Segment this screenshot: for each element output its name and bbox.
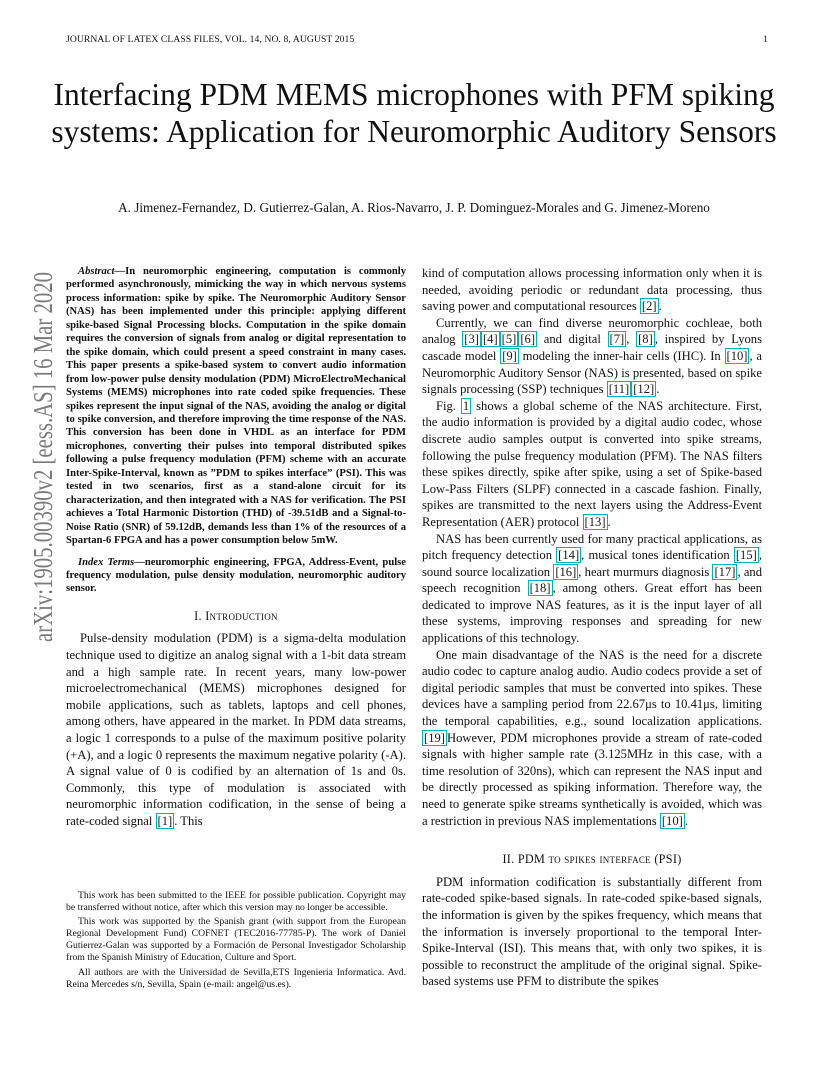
citation-link[interactable]: [19] (424, 730, 445, 745)
citation-link[interactable]: [6] (520, 332, 536, 347)
p4-text-e: , and speech recognition (422, 564, 763, 596)
p5-text-a: One main disadvantage of the NAS is the need for a discrete audio codec to capture analog audio. Audio codecs provide a set of digital periodic samples that must be converted into spikes. These devices have a sampling period from 22.67μs to 10.41μs, limiting the temporal capabilities, e.g., sound localization applications. (422, 647, 762, 729)
citation-link[interactable]: [13] (584, 514, 606, 529)
intro-p1-text: Pulse-density modulation (PDM) is a sigma-delta modulation technique used to digitize an analog signal with a 1-bit data stream and a high sample rate. In recent years, many low-power microelectromechanical (MEMS) microphones designed for mobile applications, such as tablets, laptops and cell phones, among others, have appeared in the market. In PDM data streams, a logic 1 corresponds to a pulse of the maximum positive polarity (+A), and a logic 0 represents the maximum negative polarity (-A). A signal value of 0 is codified by an alternation of 1s and 0s. Commonly, this type of modulation is associated with neuromorphic information codification, in the sense of being a rate-coded signal (66, 631, 406, 828)
citation-link[interactable]: [17] (714, 564, 736, 579)
arxiv-identifier (6, 270, 70, 642)
citation-link[interactable]: [7] (609, 332, 625, 347)
footnote-affiliation: All authors are with the Universidad de Sevilla,ETS Ingenieria Informatica. Avd. Reina Mercedes s/n, Sevilla, Spain (e-mail: angel@us.es). (66, 966, 406, 990)
journal-name: JOURNAL OF LATEX CLASS FILES, VOL. 14, NO. 8, AUGUST 2015 (66, 34, 355, 45)
abstract (66, 265, 406, 548)
citation-link[interactable]: [8] (638, 332, 653, 347)
intro-p1-end: . This (174, 814, 203, 828)
arxiv-identifier-svg (6, 270, 70, 642)
citation-link[interactable]: [2] (641, 299, 657, 314)
figure-link[interactable]: 1 (462, 398, 470, 413)
p2-text-b: and digital (537, 332, 608, 347)
author-list: A. Jimenez-Fernandez, D. Gutierrez-Galan, A. Rios-Navarro, J. P. Dominguez-Morales and G. Jimenez-Moreno (118, 200, 710, 215)
citation-link[interactable]: [11] (608, 382, 630, 397)
intro-continuation (422, 265, 762, 315)
footnote-ieee: This work has been submitted to the IEEE for possible publication. Copyright may be transferred without notice, after which this version may no longer be accessible. (66, 890, 406, 914)
index-terms-lead: Index Terms (78, 556, 135, 568)
citation-link[interactable]: [15] (735, 548, 757, 563)
p4-text-b: , musical tones identification (581, 548, 734, 563)
abstract-text: —In neuromorphic engineering, computation is commonly performed asynchronously, mimicking the way in which nervous systems process information: spike by spike. The Neuromorphic Auditory Sensor (NAS) has been implemented under this principle: applying different spike-based Signal Processing blocks. Computation in the spike domain requires the conversion of signals from analog or digital representation to the spike domain, which could present a speed constraint in many cases. This paper presents a spike-based system to convert audio information from low-power pulse density modulation (PDM) MicroElectroMechanical Systems (MEMS) microphones into rate coded spike frequencies. These spikes represent the input signal of the NAS, avoiding the analog or digital to spike conversion, and therefore improving the time response of the NAS. This conversion has been done in VHDL as an interface for PDM microphones, converting their pulses into temporal distributed spikes following a pulse frequency modulation (PFM) scheme with an accurate Inter-Spike-Interval, known as ”PDM to spikes interface” (PSI). This was tested in two scenarios, first as a stand-alone circuit for its characterization, and then integrated with a NAS for verification. The PSI achieves a Total Harmonic Distortion (THD) of -39.51dB and a Signal-to-Noise Ratio (SNR) of 59.12dB, demands less than 1% of the resources of a Spartan-6 FPGA and has a power consumption below 5mW. (66, 266, 406, 547)
continuation-text: kind of computation allows processing information only when it is needed, avoiding periodic or redundant data processing, thus saving power and computational resources (422, 266, 762, 314)
p3-text-b: shows a global scheme of the NAS architecture. First, the audio information is provided by a digital audio codec, whose discrete audio samples output is converted into spike streams, following the pulse frequency modulation (PFM). The NAS filters these spikes directly, spike after spike, using a set of Spike-based Low-Pass Filters (SLPF) connected in a cascade fashion. Finally, spikes are transmitted to the next layers using the Address-Event Representation (AER) protocol (422, 398, 762, 529)
citation-link[interactable]: [18] (529, 581, 551, 596)
p2-text-a: Currently, we can find diverse neuromorphic cochleae, both analog (422, 315, 762, 347)
citation-link[interactable]: [12] (633, 382, 655, 397)
intro-paragraph-4 (422, 531, 762, 647)
index-terms-text: —neuromorphic engineering, FPGA, Address-Event, pulse frequency modulation, pulse density modulation, neuromorphic auditory sensor. (66, 556, 406, 595)
p5-text-b: However, PDM microphones provide a stream of rate-coded signals with higher sample rate (3.125MHz in this case, with a time resolution of 320ns), which can represent the NAS input and be directly processed as spiking information. Therefore way, the need to generate spike streams synthetically is avoided, which was a restriction in previous NAS implementations (422, 730, 762, 828)
p2-text-f: , a Neuromorphic Auditory Sensor (NAS) is presented, based on spike signals processing (SSP) techniques (422, 348, 763, 397)
citation-link[interactable]: [10] (726, 348, 748, 363)
section-heading-introduction: I. Introduction (194, 608, 278, 623)
intro-paragraph-2 (422, 315, 762, 398)
continuation-end: . (658, 299, 662, 314)
citation-link[interactable]: [4] (482, 332, 498, 347)
abstract-lead: Abstract (78, 266, 115, 277)
p2-text-e: modeling the inner-hair cells (IHC). In (518, 348, 725, 363)
section-heading-psi: II. PDM to spikes interface (PSI) (502, 852, 682, 867)
citation-link[interactable]: [14] (558, 548, 580, 563)
citation-link[interactable]: [16] (555, 564, 577, 579)
arxiv-id-text: arXiv:1905.00390v2 [eess.AS] 16 Mar 2020 (28, 270, 58, 642)
p2-text-c: , (626, 332, 637, 347)
citation-link[interactable]: [3] (464, 332, 479, 347)
p4-text-d: , heart murmurs diagnosis (578, 564, 713, 579)
p2-text-g: . (656, 382, 660, 397)
p5-text-c: . (684, 813, 688, 828)
footnote-funding: This work was supported by the Spanish grant (with support from the European Regional Development Fund) COFNET (TEC2016-77785-P). The work of Daniel Gutierrez-Galan was supported by a Formación de Personal Investigador Scholarship from the Spanish Ministry of Education, Culture and Sport. (66, 916, 406, 964)
citation-link[interactable]: [10] (661, 813, 683, 828)
paper-title: Interfacing PDM MEMS microphones with PFM spiking systems: Application for Neuromorphic Auditory Sensors (51, 77, 777, 149)
running-header (66, 34, 768, 45)
p3-text-a: Fig. (436, 398, 461, 413)
left-column (66, 265, 406, 830)
p3-text-c: . (607, 514, 611, 529)
citation-link[interactable]: [9] (502, 348, 517, 363)
p4-text-f: , among others. Great effort has been dedicated to improve NAS features, as it is the input layer of all these systems, improving responses and spreading for new applications of this technology. (422, 581, 762, 646)
intro-paragraph-3 (422, 398, 762, 531)
p4-text-a: NAS has been currently used for many practical applications, as pitch frequency detection (422, 531, 762, 563)
intro-paragraph-5 (422, 647, 762, 830)
intro-paragraph-1 (66, 630, 406, 829)
psi-paragraph-1: PDM information codification is substantially different from rate-coded spike-based signals. In rate-coded spike-based signals, the information is given by the spikes frequency, which means that the information is inversely proportional to the temporal Inter-Spike-Interval (ISI). This means that, with only two spikes, it is possible to reconstruct the amplitude of the original signal. Spike-based systems use PFM to distribute the spikes (422, 874, 762, 989)
page-number: 1 (763, 34, 768, 45)
right-column (422, 265, 762, 990)
p2-text-d: , inspired by Lyons cascade model (422, 332, 762, 363)
citation-link[interactable]: [1] (157, 814, 173, 828)
citation-link[interactable]: [5] (501, 332, 517, 347)
index-terms (66, 556, 406, 596)
footnotes (66, 890, 406, 991)
p4-text-c: , sound source localization (422, 548, 762, 579)
